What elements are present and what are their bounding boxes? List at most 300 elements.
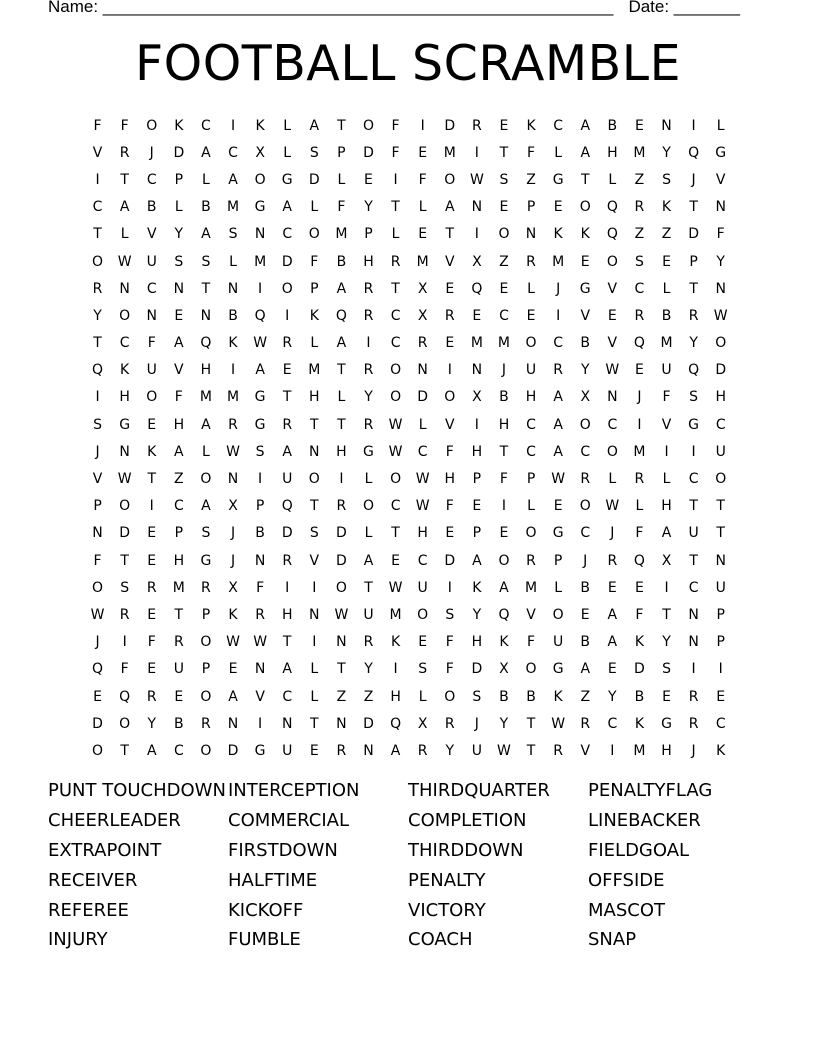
- grid-letter: O: [715, 471, 727, 488]
- grid-letter: K: [390, 634, 401, 651]
- grid-letter: I: [718, 661, 723, 678]
- grid-letter: Y: [662, 144, 671, 161]
- grid-letter: C: [499, 307, 509, 324]
- grid-letter: R: [444, 307, 455, 324]
- name-field[interactable]: Name: ______________________________________________________: [48, 0, 614, 16]
- grid-letter: R: [553, 742, 563, 759]
- grid-letter: V: [174, 362, 184, 379]
- grid-letter: V: [444, 416, 455, 433]
- grid-letter: J: [474, 715, 479, 732]
- grid-letter: J: [583, 552, 588, 569]
- grid-letter: X: [417, 715, 428, 732]
- grid-letter: N: [254, 226, 266, 243]
- grid-letter: H: [661, 742, 672, 759]
- grid-letter: M: [254, 253, 267, 270]
- grid-letter: V: [255, 688, 265, 705]
- grid-letter: P: [364, 226, 373, 243]
- letter-grid: [84, 112, 734, 765]
- grid-letter: I: [664, 443, 669, 460]
- grid-letter: R: [634, 199, 645, 216]
- grid-letter: S: [309, 525, 319, 542]
- grid-letter: R: [201, 579, 211, 596]
- grid-letter: A: [336, 335, 347, 352]
- grid-letter: W: [713, 307, 728, 324]
- grid-letter: B: [174, 715, 184, 732]
- grid-letter: B: [201, 199, 211, 216]
- grid-letter: E: [499, 525, 509, 542]
- grid-letter: U: [553, 634, 564, 651]
- grid-letter: T: [526, 715, 536, 732]
- grid-letter: O: [119, 715, 131, 732]
- grid-letter: F: [527, 144, 536, 161]
- grid-letter: C: [282, 226, 293, 243]
- grid-letter: G: [254, 416, 266, 433]
- grid-letter: R: [201, 715, 211, 732]
- grid-letter: L: [364, 471, 373, 488]
- grid-letter: E: [147, 416, 157, 433]
- grid-letter: I: [474, 226, 479, 243]
- grid-letter: M: [335, 226, 348, 243]
- grid-letter: R: [526, 253, 536, 270]
- grid-letter: F: [445, 443, 454, 460]
- grid-letter: H: [363, 253, 374, 270]
- grid-letter: Y: [93, 307, 102, 324]
- word-list-item: INJURY: [48, 929, 108, 951]
- grid-letter: K: [147, 443, 157, 460]
- page-title: FOOTBALL SCRAMBLE: [134, 35, 682, 92]
- word-list-item: PENALTY: [408, 869, 486, 891]
- grid-letter: A: [174, 443, 184, 460]
- grid-letter: B: [607, 117, 618, 134]
- grid-letter: O: [200, 471, 212, 488]
- grid-letter: F: [418, 171, 427, 188]
- word-list-item: SNAP: [588, 929, 637, 951]
- grid-letter: P: [174, 525, 184, 542]
- grid-letter: P: [255, 498, 265, 515]
- grid-letter: U: [173, 661, 184, 678]
- grid-letter: K: [309, 307, 319, 324]
- grid-letter: V: [580, 742, 591, 759]
- grid-letter: Y: [608, 688, 617, 705]
- grid-letter: C: [146, 280, 157, 297]
- grid-letter: O: [606, 253, 618, 270]
- grid-letter: E: [445, 525, 455, 542]
- grid-letter: T: [445, 226, 455, 243]
- grid-letter: W: [117, 471, 132, 488]
- grid-letter: T: [391, 525, 400, 542]
- grid-letter: R: [336, 742, 347, 759]
- grid-letter: F: [93, 552, 102, 569]
- grid-letter: E: [634, 117, 644, 134]
- grid-letter: R: [282, 416, 293, 433]
- grid-letter: O: [146, 389, 158, 406]
- grid-letter: V: [607, 280, 618, 297]
- grid-letter: N: [309, 443, 320, 460]
- grid-letter: H: [417, 525, 428, 542]
- grid-letter: F: [147, 634, 156, 651]
- grid-letter: E: [174, 688, 184, 705]
- grid-letter: D: [336, 552, 347, 569]
- grid-letter: N: [363, 742, 374, 759]
- word-list-item: VICTORY: [408, 899, 486, 921]
- grid-letter: B: [228, 307, 238, 324]
- grid-letter: F: [635, 606, 644, 623]
- grid-letter: V: [715, 171, 726, 188]
- grid-letter: Q: [688, 362, 700, 379]
- grid-letter: A: [119, 199, 130, 216]
- grid-letter: R: [634, 307, 645, 324]
- grid-letter: O: [390, 389, 402, 406]
- grid-letter: L: [229, 253, 237, 270]
- grid-letter: A: [580, 144, 591, 161]
- grid-letter: J: [691, 742, 696, 759]
- grid-letter: D: [634, 661, 645, 678]
- grid-letter: E: [553, 498, 563, 515]
- grid-letter: E: [228, 661, 238, 678]
- grid-letter: T: [499, 443, 509, 460]
- grid-letter: T: [364, 579, 373, 596]
- grid-letter: M: [172, 579, 185, 596]
- grid-letter: I: [258, 280, 263, 297]
- grid-letter: E: [147, 661, 157, 678]
- grid-letter: R: [553, 362, 563, 379]
- grid-letter: Q: [390, 715, 402, 732]
- grid-letter: O: [579, 498, 591, 515]
- grid-letter: Y: [445, 742, 455, 759]
- grid-letter: W: [415, 498, 430, 515]
- grid-letter: F: [499, 471, 508, 488]
- grid-letter: F: [527, 634, 536, 651]
- grid-letter: F: [174, 389, 183, 406]
- grid-letter: O: [335, 579, 347, 596]
- grid-letter: K: [526, 117, 536, 134]
- grid-letter: W: [253, 634, 268, 651]
- grid-letter: C: [390, 335, 401, 352]
- grid-letter: O: [552, 606, 564, 623]
- grid-letter: L: [283, 117, 292, 134]
- grid-letter: O: [362, 498, 374, 515]
- grid-letter: Q: [281, 498, 293, 515]
- grid-letter: T: [662, 606, 671, 623]
- grid-letter: H: [173, 416, 185, 433]
- grid-letter: I: [258, 715, 263, 732]
- grid-letter: P: [472, 471, 482, 488]
- grid-letter: F: [147, 335, 156, 352]
- grid-letter: D: [363, 715, 374, 732]
- grid-letter: C: [526, 416, 536, 433]
- grid-letter: O: [92, 253, 104, 270]
- grid-letter: R: [92, 280, 103, 297]
- grid-letter: O: [606, 443, 618, 460]
- grid-letter: J: [637, 389, 642, 406]
- grid-letter: A: [201, 226, 211, 243]
- grid-letter: A: [282, 661, 292, 678]
- grid-letter: Q: [92, 661, 104, 678]
- grid-letter: O: [308, 226, 320, 243]
- grid-letter: A: [255, 362, 265, 379]
- grid-letter: W: [388, 416, 403, 433]
- word-list-item: COMMERCIAL: [228, 810, 349, 832]
- grid-letter: Y: [580, 362, 590, 379]
- grid-letter: G: [200, 552, 212, 569]
- grid-letter: O: [579, 199, 591, 216]
- grid-letter: G: [661, 715, 672, 732]
- grid-letter: U: [146, 362, 157, 379]
- grid-letter: X: [228, 498, 238, 515]
- grid-letter: C: [688, 471, 699, 488]
- word-list-item: COACH: [408, 929, 473, 951]
- grid-letter: F: [120, 117, 129, 134]
- grid-letter: C: [173, 498, 184, 515]
- grid-letter: T: [337, 362, 346, 379]
- grid-letter: Y: [364, 389, 373, 406]
- grid-letter: R: [255, 606, 265, 623]
- grid-letter: E: [553, 199, 563, 216]
- grid-letter: C: [580, 525, 591, 542]
- grid-letter: N: [119, 280, 130, 297]
- grid-letter: S: [689, 389, 699, 406]
- grid-letter: P: [716, 606, 725, 623]
- grid-letter: F: [662, 389, 671, 406]
- grid-letter: R: [119, 144, 130, 161]
- grid-letter: Q: [92, 362, 104, 379]
- grid-letter: L: [364, 525, 373, 542]
- grid-letter: C: [390, 307, 401, 324]
- grid-letter: K: [634, 634, 645, 651]
- grid-letter: Z: [634, 226, 645, 243]
- grid-letter: T: [120, 742, 129, 759]
- grid-letter: V: [444, 253, 455, 270]
- grid-letter: C: [607, 416, 618, 433]
- grid-letter: W: [605, 498, 620, 515]
- grid-letter: A: [580, 117, 591, 134]
- grid-letter: R: [146, 688, 157, 705]
- grid-letter: T: [689, 280, 698, 297]
- grid-letter: N: [715, 199, 726, 216]
- grid-letter: A: [553, 389, 563, 406]
- grid-letter: M: [416, 253, 429, 270]
- grid-letter: I: [420, 117, 425, 134]
- grid-letter: J: [230, 552, 236, 569]
- grid-letter: X: [417, 307, 428, 324]
- grid-letter: L: [310, 335, 319, 352]
- grid-letter: O: [200, 742, 212, 759]
- grid-letter: W: [90, 606, 105, 623]
- grid-letter: L: [527, 280, 535, 297]
- word-list-item: LINEBACKER: [588, 810, 701, 832]
- grid-letter: T: [310, 416, 319, 433]
- grid-letter: W: [605, 362, 620, 379]
- word-list-item: THIRDQUARTER: [408, 780, 550, 802]
- grid-letter: N: [200, 307, 212, 324]
- grid-letter: N: [688, 634, 699, 651]
- grid-letter: H: [525, 389, 537, 406]
- grid-letter: T: [147, 471, 157, 488]
- grid-letter: M: [199, 389, 212, 406]
- grid-letter: A: [228, 688, 238, 705]
- grid-letter: E: [607, 579, 617, 596]
- grid-letter: O: [362, 117, 374, 134]
- grid-letter: L: [337, 389, 346, 406]
- grid-letter: V: [580, 307, 591, 324]
- grid-letter: N: [688, 606, 699, 623]
- header-line: [48, 0, 740, 18]
- grid-letter: Q: [606, 226, 618, 243]
- grid-letter: O: [444, 171, 456, 188]
- grid-letter: L: [120, 226, 129, 243]
- grid-letter: Q: [498, 606, 510, 623]
- grid-letter: E: [418, 634, 428, 651]
- grid-letter: Z: [526, 171, 536, 188]
- grid-letter: J: [691, 171, 696, 188]
- grid-letter: K: [661, 199, 672, 216]
- grid-letter: P: [310, 280, 319, 297]
- grid-letter: R: [119, 606, 130, 623]
- grid-letter: O: [146, 117, 158, 134]
- word-list-item: PUNT TOUCHDOWN: [48, 780, 226, 802]
- grid-letter: C: [119, 335, 130, 352]
- grid-letter: J: [230, 525, 236, 542]
- grid-letter: H: [607, 144, 618, 161]
- grid-letter: R: [146, 579, 157, 596]
- grid-letter: M: [226, 389, 240, 406]
- grid-letter: Q: [254, 307, 266, 324]
- grid-letter: H: [390, 688, 401, 705]
- grid-letter: T: [337, 416, 346, 433]
- grid-letter: X: [228, 579, 238, 596]
- word-list-item: RECEIVER: [48, 869, 138, 891]
- grid-letter: F: [120, 661, 129, 678]
- grid-letter: W: [551, 715, 566, 732]
- grid-letter: B: [146, 199, 157, 216]
- grid-letter: O: [390, 362, 402, 379]
- grid-letter: W: [497, 742, 511, 759]
- grid-letter: Y: [364, 199, 373, 216]
- grid-letter: N: [254, 552, 266, 569]
- grid-letter: I: [474, 416, 479, 433]
- grid-letter: B: [661, 307, 672, 324]
- grid-letter: I: [312, 579, 317, 596]
- grid-letter: L: [310, 199, 319, 216]
- grid-letter: F: [391, 117, 400, 134]
- grid-letter: A: [282, 199, 292, 216]
- grid-letter: N: [227, 280, 239, 297]
- grid-letter: R: [363, 634, 374, 651]
- grid-letter: X: [417, 280, 428, 297]
- grid-letter: M: [389, 606, 402, 623]
- word-list: [48, 776, 768, 955]
- grid-letter: Y: [499, 715, 509, 732]
- word-list-item: MASCOT: [588, 899, 666, 921]
- grid-letter: N: [336, 634, 347, 651]
- grid-letter: T: [337, 117, 346, 134]
- grid-letter: F: [337, 199, 346, 216]
- grid-letter: T: [580, 171, 590, 188]
- grid-letter: S: [634, 253, 644, 270]
- grid-letter: D: [92, 715, 103, 732]
- grid-letter: L: [418, 416, 427, 433]
- grid-letter: H: [715, 389, 726, 406]
- grid-letter: I: [230, 117, 236, 134]
- grid-letter: Y: [716, 253, 725, 270]
- word-list-item: FUMBLE: [228, 929, 301, 951]
- grid-letter: O: [498, 226, 510, 243]
- grid-letter: Q: [471, 280, 483, 297]
- grid-letter: R: [688, 688, 699, 705]
- grid-letter: D: [688, 226, 699, 243]
- grid-letter: N: [661, 117, 672, 134]
- grid-letter: O: [525, 335, 537, 352]
- grid-letter: D: [444, 117, 456, 134]
- grid-letter: B: [580, 579, 591, 596]
- grid-letter: E: [499, 280, 509, 297]
- word-list-item: FIRSTDOWN: [228, 839, 338, 861]
- grid-letter: N: [254, 661, 266, 678]
- grid-letter: D: [715, 362, 727, 379]
- word-list-item: THIRDDOWN: [408, 839, 524, 861]
- grid-letter: F: [256, 579, 265, 596]
- grid-letter: R: [417, 335, 428, 352]
- grid-letter: N: [607, 389, 618, 406]
- grid-letter: I: [285, 579, 290, 596]
- grid-letter: N: [336, 715, 347, 732]
- grid-letter: N: [309, 606, 320, 623]
- grid-letter: P: [174, 171, 184, 188]
- grid-letter: W: [226, 634, 240, 651]
- grid-letter: C: [146, 171, 157, 188]
- grid-letter: O: [281, 280, 293, 297]
- grid-letter: F: [445, 498, 454, 515]
- grid-letter: L: [202, 171, 210, 188]
- grid-letter: E: [634, 579, 644, 596]
- grid-letter: F: [93, 117, 102, 134]
- grid-letter: L: [554, 144, 563, 161]
- grid-letter: M: [552, 253, 565, 270]
- grid-letter: K: [228, 606, 238, 623]
- grid-letter: S: [418, 661, 428, 678]
- grid-letter: P: [201, 606, 211, 623]
- grid-letter: G: [281, 171, 293, 188]
- grid-letter: K: [120, 362, 130, 379]
- grid-letter: S: [201, 525, 211, 542]
- grid-letter: C: [92, 199, 103, 216]
- grid-letter: A: [201, 416, 211, 433]
- grid-letter: E: [418, 144, 428, 161]
- grid-letter: T: [391, 280, 400, 297]
- grid-letter: R: [336, 498, 347, 515]
- grid-letter: R: [282, 335, 293, 352]
- word-list-item: REFEREE: [48, 899, 129, 921]
- grid-letter: S: [472, 688, 482, 705]
- grid-letter: F: [716, 226, 725, 243]
- grid-letter: J: [95, 443, 100, 460]
- grid-letter: A: [472, 552, 482, 569]
- grid-letter: B: [634, 688, 645, 705]
- grid-letter: T: [337, 661, 346, 678]
- grid-letter: A: [174, 335, 184, 352]
- grid-letter: N: [471, 199, 483, 216]
- word-list-item: CHEERLEADER: [48, 810, 181, 832]
- grid-letter: R: [417, 742, 428, 759]
- grid-letter: D: [471, 661, 483, 678]
- grid-letter: R: [580, 715, 591, 732]
- grid-letter: O: [200, 634, 212, 651]
- grid-letter: O: [308, 471, 320, 488]
- date-field[interactable]: Date: _______: [628, 0, 740, 16]
- grid-letter: U: [282, 471, 293, 488]
- grid-letter: I: [95, 171, 100, 188]
- grid-letter: A: [363, 552, 374, 569]
